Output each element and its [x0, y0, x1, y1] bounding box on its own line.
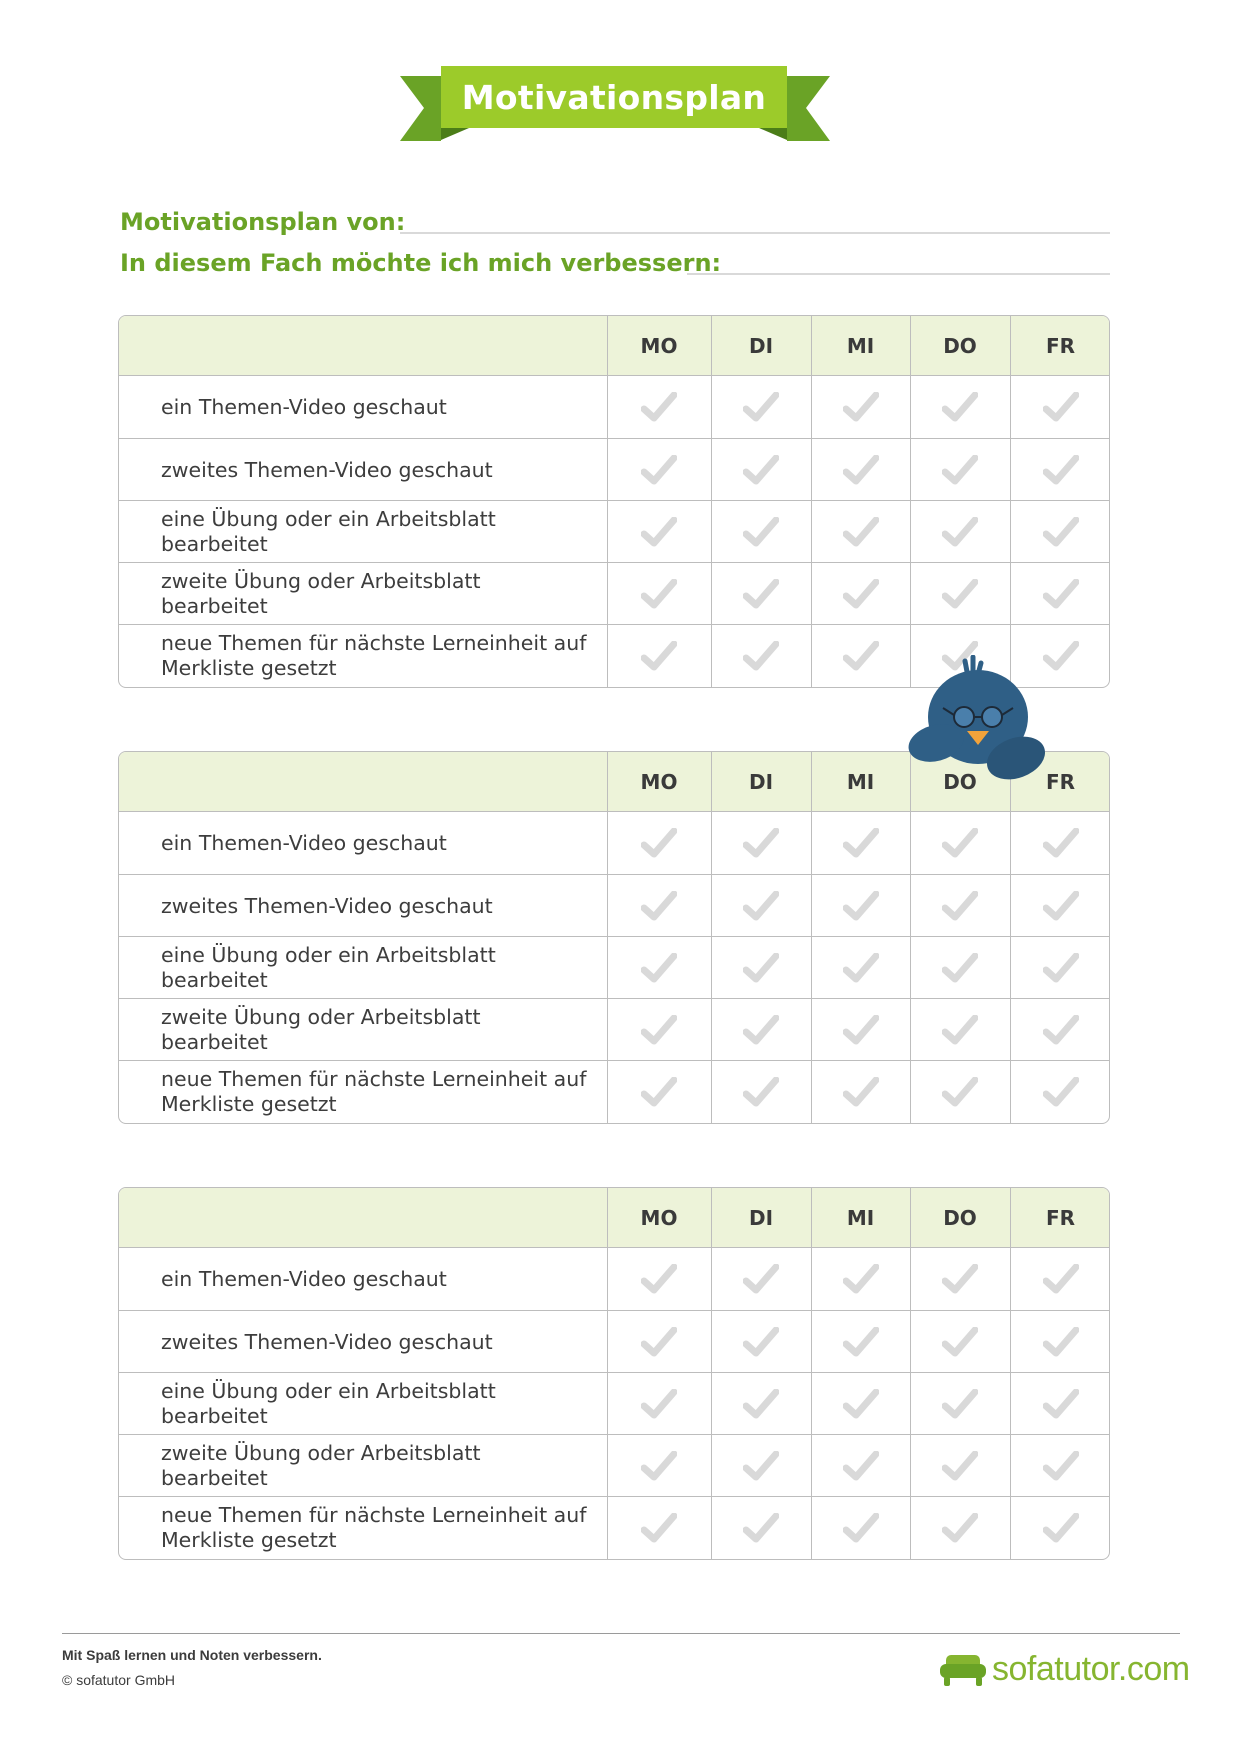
- checkmark-icon[interactable]: [641, 1015, 677, 1045]
- table-row: [119, 998, 1109, 1060]
- checkmark-icon[interactable]: [641, 953, 677, 983]
- checkmark-icon[interactable]: [641, 1389, 677, 1419]
- checkmark-icon[interactable]: [843, 1513, 879, 1543]
- checkmark-icon[interactable]: [843, 455, 879, 485]
- table-row: [119, 936, 1109, 998]
- table-row: [119, 376, 1109, 438]
- checkmark-icon[interactable]: [942, 579, 978, 609]
- column-divider: [910, 316, 911, 687]
- checkmark-icon[interactable]: [843, 392, 879, 422]
- checkmark-icon[interactable]: [743, 1015, 779, 1045]
- checkmark-icon[interactable]: [641, 455, 677, 485]
- checkmark-icon[interactable]: [942, 828, 978, 858]
- day-header-di: DI: [748, 334, 774, 358]
- checkmark-icon[interactable]: [1043, 1015, 1079, 1045]
- checkmark-icon[interactable]: [843, 641, 879, 671]
- column-divider: [1010, 752, 1011, 1123]
- checkmark-icon[interactable]: [843, 1451, 879, 1481]
- checkmark-icon[interactable]: [942, 392, 978, 422]
- day-header-do: DO: [943, 770, 977, 794]
- table-row: [119, 1496, 1109, 1558]
- checkmark-icon[interactable]: [843, 891, 879, 921]
- checkmark-icon[interactable]: [743, 891, 779, 921]
- checkmark-icon[interactable]: [1043, 579, 1079, 609]
- task-label: neue Themen für nächste Lerneinheit auf Merkliste gesetzt: [161, 631, 587, 680]
- checkmark-icon[interactable]: [641, 1513, 677, 1543]
- table-row: [119, 1060, 1109, 1122]
- checkmark-icon[interactable]: [743, 455, 779, 485]
- checkmark-icon[interactable]: [942, 891, 978, 921]
- table-row: [119, 500, 1109, 562]
- subject-label: In diesem Fach möchte ich mich verbessern:: [120, 249, 722, 277]
- day-header-di: DI: [748, 1206, 774, 1230]
- column-divider: [1010, 1188, 1011, 1559]
- table-row: [119, 1310, 1109, 1372]
- checkmark-icon[interactable]: [641, 1077, 677, 1107]
- day-header-mi: MI: [846, 334, 875, 358]
- checkmark-icon[interactable]: [942, 455, 978, 485]
- checkmark-icon[interactable]: [1043, 1077, 1079, 1107]
- checkmark-icon[interactable]: [641, 641, 677, 671]
- day-header-mo: MO: [640, 1206, 678, 1230]
- footer-slogan: Mit Spaß lernen und Noten verbessern.: [62, 1647, 322, 1663]
- task-label: zweite Übung oder Arbeitsblatt bearbeitet: [161, 1441, 481, 1490]
- motivation-table: [118, 751, 1110, 1124]
- table-row: [119, 562, 1109, 624]
- checkmark-icon[interactable]: [641, 517, 677, 547]
- task-label: zweites Themen-Video geschaut: [161, 893, 493, 918]
- column-divider: [711, 316, 712, 687]
- table-row: [119, 874, 1109, 936]
- checkmark-icon[interactable]: [942, 1451, 978, 1481]
- day-header-mi: MI: [846, 770, 875, 794]
- task-label: neue Themen für nächste Lerneinheit auf Merkliste gesetzt: [161, 1067, 587, 1116]
- checkmark-icon[interactable]: [641, 392, 677, 422]
- task-label: zweites Themen-Video geschaut: [161, 457, 493, 482]
- checkmark-icon[interactable]: [843, 517, 879, 547]
- checkmark-icon[interactable]: [641, 891, 677, 921]
- checkmark-icon[interactable]: [743, 579, 779, 609]
- checkmark-icon[interactable]: [743, 392, 779, 422]
- checkmark-icon[interactable]: [641, 828, 677, 858]
- task-label: zweite Übung oder Arbeitsblatt bearbeitet: [161, 569, 481, 618]
- checkmark-icon[interactable]: [743, 953, 779, 983]
- checkmark-icon[interactable]: [942, 1264, 978, 1294]
- motivation-table: [118, 315, 1110, 688]
- task-label: eine Übung oder ein Arbeitsblatt bearbeitet: [161, 1379, 496, 1428]
- task-label: eine Übung oder ein Arbeitsblatt bearbeitet: [161, 943, 496, 992]
- page-title: Motivationsplan: [441, 66, 787, 128]
- footer-divider: [62, 1633, 1180, 1634]
- sofatutor-logo[interactable]: [940, 1645, 1190, 1693]
- checkmark-icon[interactable]: [1043, 1513, 1079, 1543]
- table-row: [119, 1434, 1109, 1496]
- column-divider: [811, 316, 812, 687]
- checkmark-icon[interactable]: [843, 953, 879, 983]
- checkmark-icon[interactable]: [1043, 455, 1079, 485]
- table-row: [119, 812, 1109, 874]
- day-header-fr: FR: [1045, 1206, 1076, 1230]
- day-header-mi: MI: [846, 1206, 875, 1230]
- checkmark-icon[interactable]: [1043, 517, 1079, 547]
- checkmark-icon[interactable]: [843, 1389, 879, 1419]
- table-row: [119, 1372, 1109, 1434]
- checkmark-icon[interactable]: [1043, 891, 1079, 921]
- checkmark-icon[interactable]: [743, 1077, 779, 1107]
- subject-input-line[interactable]: [687, 273, 1110, 275]
- task-label: neue Themen für nächste Lerneinheit auf Merkliste gesetzt: [161, 1503, 587, 1552]
- checkmark-icon[interactable]: [743, 641, 779, 671]
- day-header-fr: FR: [1045, 334, 1076, 358]
- checkmark-icon[interactable]: [942, 1077, 978, 1107]
- checkmark-icon[interactable]: [942, 953, 978, 983]
- checkmark-icon[interactable]: [1043, 1451, 1079, 1481]
- checkmark-icon[interactable]: [743, 1389, 779, 1419]
- bird-mascot: [905, 655, 1047, 785]
- day-header-do: DO: [943, 1206, 977, 1230]
- checkmark-icon[interactable]: [942, 1513, 978, 1543]
- checkmark-icon[interactable]: [743, 828, 779, 858]
- owner-input-line[interactable]: [400, 232, 1110, 234]
- task-label: eine Übung oder ein Arbeitsblatt bearbeitet: [161, 507, 496, 556]
- column-divider: [910, 752, 911, 1123]
- checkmark-icon[interactable]: [1043, 641, 1079, 671]
- checkmark-icon[interactable]: [843, 828, 879, 858]
- task-label: zweite Übung oder Arbeitsblatt bearbeitet: [161, 1005, 481, 1054]
- column-divider: [811, 752, 812, 1123]
- column-divider: [607, 752, 608, 1123]
- checkmark-icon[interactable]: [843, 1015, 879, 1045]
- day-header-di: DI: [748, 770, 774, 794]
- checkmark-icon[interactable]: [743, 1513, 779, 1543]
- motivation-table: [118, 1187, 1110, 1560]
- logo-text: sofatutor.com: [992, 1649, 1190, 1688]
- checkmark-icon[interactable]: [942, 1389, 978, 1419]
- task-label: ein Themen-Video geschaut: [161, 830, 447, 855]
- checkmark-icon[interactable]: [1043, 1264, 1079, 1294]
- title-banner: [400, 66, 830, 146]
- checkmark-icon[interactable]: [843, 579, 879, 609]
- checkmark-icon[interactable]: [942, 517, 978, 547]
- day-header-mo: MO: [640, 770, 678, 794]
- day-header-mo: MO: [640, 334, 678, 358]
- checkmark-icon[interactable]: [843, 1077, 879, 1107]
- checkmark-icon[interactable]: [743, 1451, 779, 1481]
- checkmark-icon[interactable]: [843, 1327, 879, 1357]
- checkmark-icon[interactable]: [843, 1264, 879, 1294]
- checkmark-icon[interactable]: [743, 517, 779, 547]
- checkmark-icon[interactable]: [942, 1015, 978, 1045]
- day-header-fr: FR: [1045, 770, 1076, 794]
- sofa-logo-icon: [940, 1651, 986, 1687]
- task-label: ein Themen-Video geschaut: [161, 394, 447, 419]
- checkmark-icon[interactable]: [641, 1264, 677, 1294]
- column-divider: [711, 752, 712, 1123]
- column-divider: [811, 1188, 812, 1559]
- owner-label: Motivationsplan von:: [120, 208, 406, 236]
- checkmark-icon[interactable]: [1043, 828, 1079, 858]
- checkmark-icon[interactable]: [641, 1327, 677, 1357]
- column-divider: [711, 1188, 712, 1559]
- column-divider: [607, 1188, 608, 1559]
- column-divider: [607, 316, 608, 687]
- checkmark-icon[interactable]: [743, 1327, 779, 1357]
- checkmark-icon[interactable]: [641, 579, 677, 609]
- checkmark-icon[interactable]: [641, 1451, 677, 1481]
- footer-copyright: © sofatutor GmbH: [62, 1672, 176, 1688]
- checkmark-icon[interactable]: [743, 1264, 779, 1294]
- table-row: [119, 1248, 1109, 1310]
- day-header-do: DO: [943, 334, 977, 358]
- column-divider: [1010, 316, 1011, 687]
- task-label: ein Themen-Video geschaut: [161, 1266, 447, 1291]
- checkmark-icon[interactable]: [1043, 1389, 1079, 1419]
- task-label: zweites Themen-Video geschaut: [161, 1329, 493, 1354]
- column-divider: [910, 1188, 911, 1559]
- checkmark-icon[interactable]: [942, 1327, 978, 1357]
- checkmark-icon[interactable]: [1043, 1327, 1079, 1357]
- checkmark-icon[interactable]: [1043, 392, 1079, 422]
- table-row: [119, 438, 1109, 500]
- checkmark-icon[interactable]: [1043, 953, 1079, 983]
